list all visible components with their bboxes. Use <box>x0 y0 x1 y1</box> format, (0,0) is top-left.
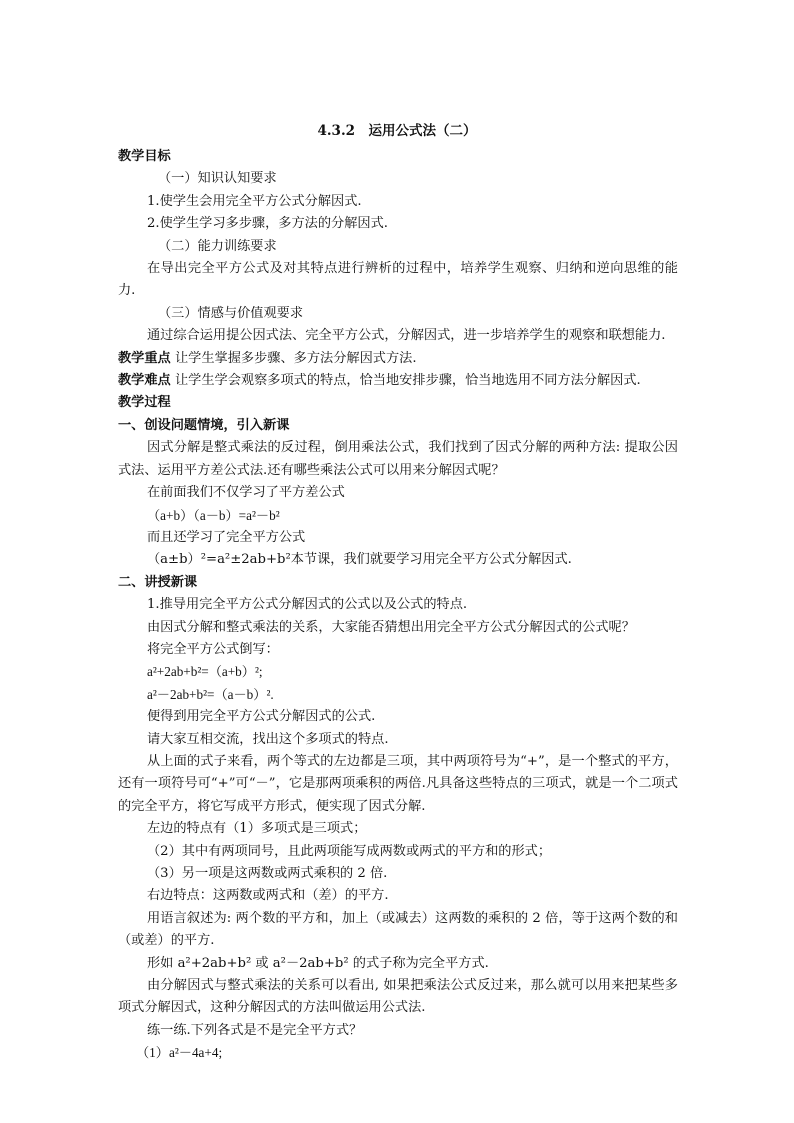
page-title: 4.3.2 运用公式法（二） <box>317 123 477 139</box>
text-line: 在导出完全平方公式及对其特点进行辨析的过程中，培养学生观察、归纳和逆向思维的能力. <box>118 261 678 299</box>
text-line: （二）能力训练要求 <box>158 238 277 254</box>
text-line: （一）知识认知要求 <box>158 171 277 187</box>
text-line: （三）情感与价值观要求 <box>158 305 304 321</box>
text-line: 练一练.下列各式是不是完全平方式？ <box>147 1022 363 1038</box>
text-line: 1.使学生会用完全平方公式分解因式. <box>147 193 362 209</box>
text-line: a²－2ab+b²=（a－b）². <box>147 686 274 702</box>
text-line <box>118 370 678 392</box>
text-line: （1）a²－4a+4; <box>136 1045 223 1061</box>
text-line: 从上面的式子来看，两个等式的左边都是三项，其中两项符号为“+”，是一个整式的平方，还有一项符号可“+”可“－”，它是那两项乘积的两倍.凡具备这些特点的三项式，就是一个二项式的完全平方，将它写成平方形式，便实现了因式分解. <box>118 753 678 814</box>
text-line: 便得到用完全平方公式分解因式的公式. <box>147 709 376 725</box>
text-line: 一、创设问题情境，引入新课 <box>118 417 290 433</box>
text-line: 而且还学习了完全平方公式 <box>147 529 306 545</box>
text-line: （3）另一项是这两数或两式乘积的 2 倍. <box>147 866 388 881</box>
text-line: 用语言叙述为: 两个数的平方和，加上（或减去）这两数的乘积的 2 倍，等于这两个数的和（或差）的平方. <box>118 910 678 949</box>
section-label: 教学难点 <box>118 373 171 389</box>
text-line: 形如 a²+2ab+b² 或 a²－2ab+b² 的式子称为完全平方式. <box>147 955 489 971</box>
text-line: （a+b）（a－b）=a²－b² <box>147 507 280 523</box>
section-text: 让学生学会观察多项式的特点，恰当地安排步骤，恰当地选用不同方法分解因式. <box>170 373 641 389</box>
text-line: 左边的特点有（1）多项式是三项式； <box>147 821 367 837</box>
document-body <box>118 146 678 1065</box>
text-line: 教学过程 <box>118 395 171 411</box>
text-line: 在前面我们不仅学习了平方差公式 <box>147 485 345 501</box>
text-line: 1.推导用完全平方公式分解因式的公式以及公式的特点. <box>147 597 468 613</box>
text-line: 由因式分解和整式乘法的关系，大家能否猜想出用完全平方公式分解因式的公式呢？ <box>147 619 635 635</box>
text-line: （2）其中有两项同号，且此两项能写成两数或两式的平方和的形式； <box>147 843 552 859</box>
text-line: 2.使学生学习多步骤，多方法的分解因式. <box>147 216 388 232</box>
text-line <box>118 348 678 370</box>
text-line: a²+2ab+b²=（a+b）²; <box>147 664 263 680</box>
text-line: 通过综合运用提公因式法、完全平方公式，分解因式，进一步培养学生的观察和联想能力. <box>147 328 666 344</box>
text-line: 因式分解是整式乘法的反过程，倒用乘法公式，我们找到了因式分解的两种方法: 提取公因式法、运用平方差公式法.还有哪些乘法公式可以用来分解因式呢？ <box>118 440 678 478</box>
text-line: 右边特点：这两数或两式和（差）的平方. <box>147 888 389 904</box>
section-label: 教学重点 <box>118 350 171 366</box>
text-line: 将完全平方公式倒写： <box>147 641 279 657</box>
text-line: 二、讲授新课 <box>118 574 198 590</box>
section-text: 让学生掌握多步骤、多方法分解因式方法. <box>170 350 417 366</box>
text-line: 教学目标 <box>118 149 171 164</box>
text-line: 请大家互相交流，找出这个多项式的特点. <box>147 731 389 747</box>
text-line: 由分解因式与整式乘法的关系可以看出, 如果把乘法公式反过来，那么就可以用来把某些多项式分解因式，这种分解因式的方法叫做运用公式法. <box>118 978 678 1016</box>
text-line: （a±b）²=a²±2ab+b²本节课，我们就要学习用完全平方公式分解因式. <box>147 552 572 568</box>
